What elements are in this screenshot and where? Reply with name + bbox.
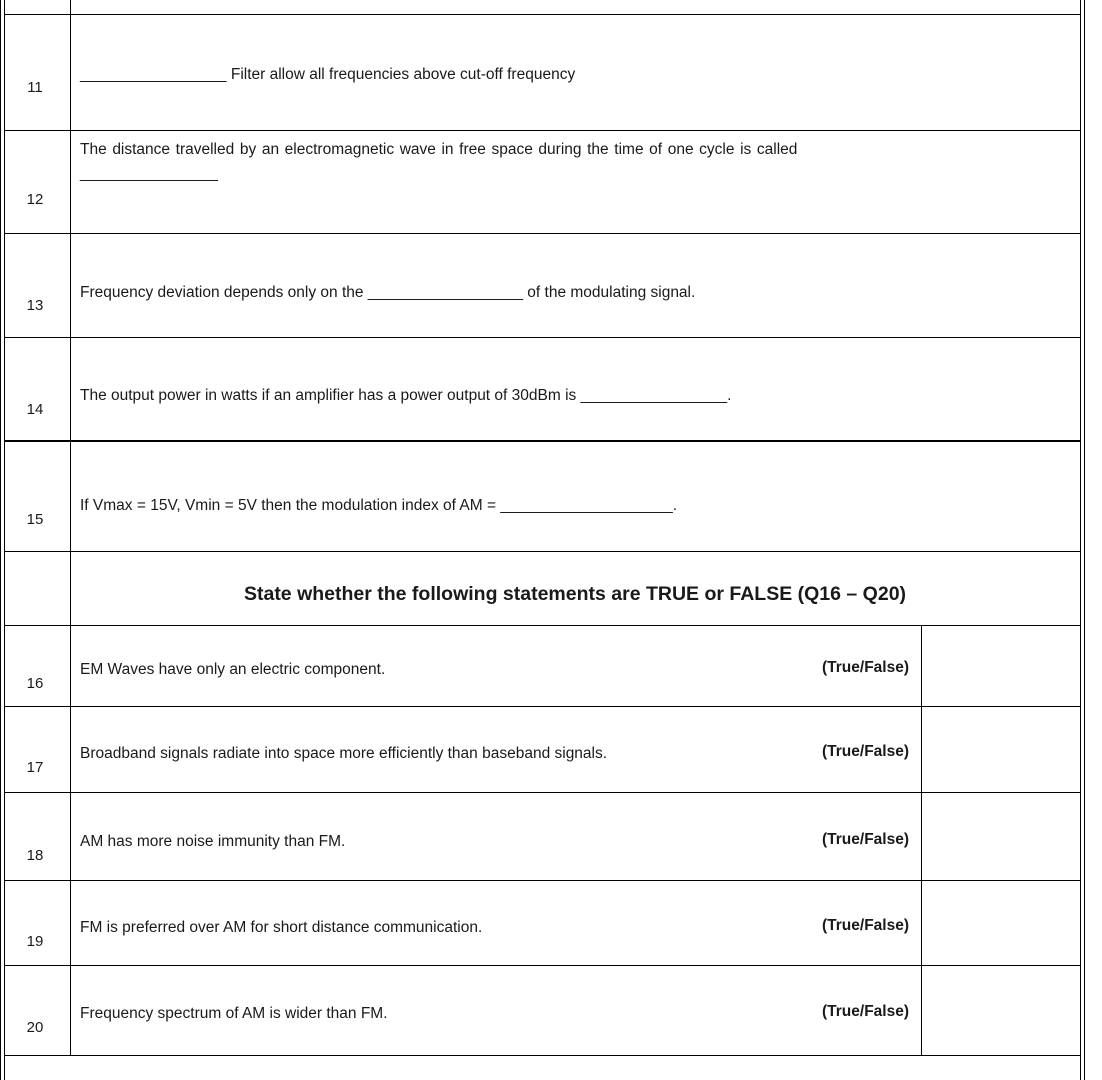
outer-border-left xyxy=(0,0,1,1080)
statement-text: EM Waves have only an electric component. xyxy=(80,661,386,678)
row-line xyxy=(4,706,1081,707)
question-text: The output power in watts if an amplifier has a power output of 30dBm is _________________. xyxy=(80,387,732,404)
true-false-label: (True/False) xyxy=(822,659,909,676)
row-line xyxy=(4,440,1081,442)
question-number: 14 xyxy=(26,401,44,418)
number-column-divider xyxy=(70,0,71,1055)
question-number: 20 xyxy=(26,1019,44,1036)
row-line xyxy=(4,337,1081,338)
answer-box[interactable] xyxy=(922,881,1080,965)
row-line xyxy=(4,792,1081,793)
outer-border-right-inner xyxy=(1080,0,1081,1080)
true-false-label: (True/False) xyxy=(822,743,909,760)
true-false-label: (True/False) xyxy=(822,831,909,848)
question-text: If Vmax = 15V, Vmin = 5V then the modulation index of AM = ____________________. xyxy=(80,497,678,514)
answer-box[interactable] xyxy=(922,966,1080,1055)
row-line xyxy=(4,130,1081,131)
answer-box[interactable] xyxy=(922,793,1080,880)
question-number: 11 xyxy=(27,79,43,96)
row-line xyxy=(4,233,1081,234)
question-text-line2: ________________ xyxy=(80,165,218,182)
question-number: 13 xyxy=(26,297,44,314)
row-line xyxy=(4,14,1081,15)
row-line xyxy=(4,551,1081,552)
statement-text: FM is preferred over AM for short distance communication. xyxy=(80,919,483,936)
question-text: _________________ Filter allow all frequencies above cut-off frequency xyxy=(80,66,576,83)
answer-box[interactable] xyxy=(922,626,1080,706)
row-line xyxy=(4,1055,1081,1056)
question-number: 12 xyxy=(26,191,44,208)
question-number: 16 xyxy=(26,675,44,692)
row-line xyxy=(4,880,1081,881)
section-heading: State whether the following statements are TRUE or FALSE (Q16 – Q20) xyxy=(243,583,907,605)
row-line xyxy=(4,625,1081,626)
outer-border-left-inner xyxy=(4,0,5,1080)
statement-text: Broadband signals radiate into space more efficiently than baseband signals. xyxy=(80,745,608,762)
question-number: 18 xyxy=(26,847,44,864)
question-number: 19 xyxy=(26,933,44,950)
true-false-label: (True/False) xyxy=(822,1003,909,1020)
statement-text: Frequency spectrum of AM is wider than FM. xyxy=(80,1005,388,1022)
question-text: Frequency deviation depends only on the __________________ of the modulating signal. xyxy=(80,284,696,301)
question-number: 17 xyxy=(26,759,44,776)
question-number: 15 xyxy=(26,511,44,528)
row-line xyxy=(4,965,1081,966)
question-text-line1: The distance travelled by an electromagnetic wave in free space during the time of one cycle is called xyxy=(80,141,798,158)
true-false-label: (True/False) xyxy=(822,917,909,934)
outer-border-right xyxy=(1084,0,1085,1080)
answer-box[interactable] xyxy=(922,707,1080,792)
statement-text: AM has more noise immunity than FM. xyxy=(80,833,346,850)
